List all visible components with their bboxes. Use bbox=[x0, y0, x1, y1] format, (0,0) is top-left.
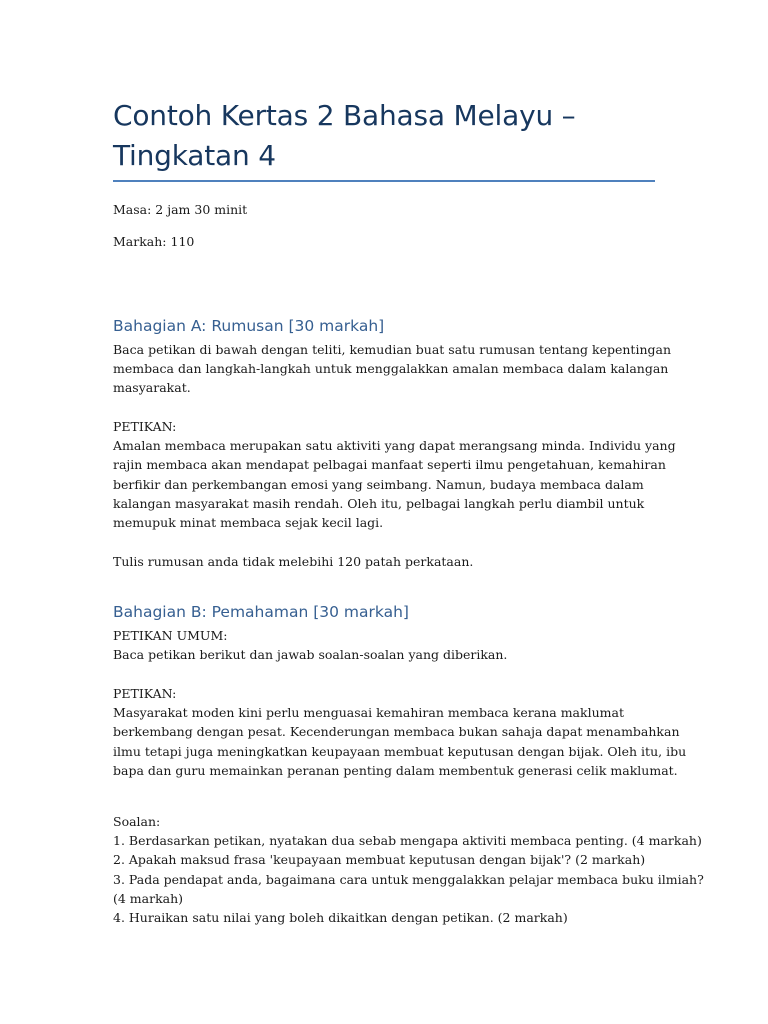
paragraph-line: rajin membaca akan mendapat pelbagai manfaat seperti ilmu pengetahuan, kemahiran bbox=[113, 457, 666, 473]
paragraph-line: berfikir dan perkembangan emosi yang seimbang. Namun, budaya membaca dalam bbox=[113, 476, 644, 492]
section-b-general-passage bbox=[113, 626, 658, 664]
paragraph-line: Baca petikan di bawah dengan teliti, kemudian buat satu rumusan tentang kepentingan bbox=[113, 342, 672, 357]
document-title bbox=[113, 96, 658, 176]
paragraph-line: memupuk minat membaca sejak kecil lagi. bbox=[113, 515, 384, 531]
title-line: Contoh Kertas 2 Bahasa Melayu – bbox=[113, 99, 576, 132]
section-a-passage bbox=[113, 417, 676, 532]
paragraph-line: membaca dan langkah-langkah untuk menggalakkan amalan membaca dalam kalangan bbox=[113, 361, 669, 377]
paragraph-line: Tulis rumusan anda tidak melebihi 120 patah perkataan. bbox=[113, 554, 474, 569]
section-a-instruction bbox=[113, 340, 672, 398]
questions-list bbox=[113, 812, 704, 927]
question-item: 2. Apakah maksud frasa 'keupayaan membuat keputusan dengan bijak'? (2 markah) bbox=[113, 852, 646, 868]
title-line: Tingkatan 4 bbox=[113, 139, 276, 172]
section-a-note bbox=[113, 552, 658, 571]
passage-label: PETIKAN UMUM: bbox=[113, 628, 228, 643]
paragraph-line: Baca petikan berikut dan jawab soalan-soalan yang diberikan. bbox=[113, 647, 508, 663]
question-item: 3. Pada pendapat anda, bagaimana cara untuk menggalakkan pelajar membaca buku ilmiah? bbox=[113, 871, 704, 887]
section-b-passage bbox=[113, 684, 687, 780]
paragraph-line: Amalan membaca merupakan satu aktiviti yang dapat merangsang minda. Individu yang bbox=[113, 438, 676, 454]
question-item: (4 markah) bbox=[113, 890, 184, 906]
section-b-heading: Bahagian B: Pemahaman [30 markah] bbox=[113, 603, 409, 621]
question-item: 4. Huraikan satu nilai yang boleh dikaitkan dengan petikan. (2 markah) bbox=[113, 910, 568, 926]
duration-text: Masa: 2 jam 30 minit bbox=[113, 202, 248, 217]
paragraph-line: ilmu tetapi juga meningkatkan keupayaan membuat keputusan dengan bijak. Oleh itu, ibu bbox=[113, 743, 687, 759]
paragraph-line: kalangan masyarakat masih rendah. Oleh itu, pelbagai langkah perlu diambil untuk bbox=[113, 495, 645, 511]
paragraph-line: berkembang dengan pesat. Kecenderungan membaca bukan sahaja dapat menambahkan bbox=[113, 724, 680, 740]
section-a-heading: Bahagian A: Rumusan [30 markah] bbox=[113, 317, 385, 335]
paragraph-line: bapa dan guru memainkan peranan penting dalam membentuk generasi celik maklumat. bbox=[113, 762, 678, 778]
passage-label: PETIKAN: bbox=[113, 686, 177, 701]
marks-text: Markah: 110 bbox=[113, 234, 195, 249]
title-underline bbox=[113, 180, 655, 182]
paragraph-line: Masyarakat moden kini perlu menguasai kemahiran membaca kerana maklumat bbox=[113, 705, 624, 721]
passage-label: PETIKAN: bbox=[113, 419, 177, 434]
questions-label: Soalan: bbox=[113, 814, 161, 829]
paragraph-line: masyarakat. bbox=[113, 380, 191, 396]
question-item: 1. Berdasarkan petikan, nyatakan dua sebab mengapa aktiviti membaca penting. (4 markah) bbox=[113, 833, 702, 849]
